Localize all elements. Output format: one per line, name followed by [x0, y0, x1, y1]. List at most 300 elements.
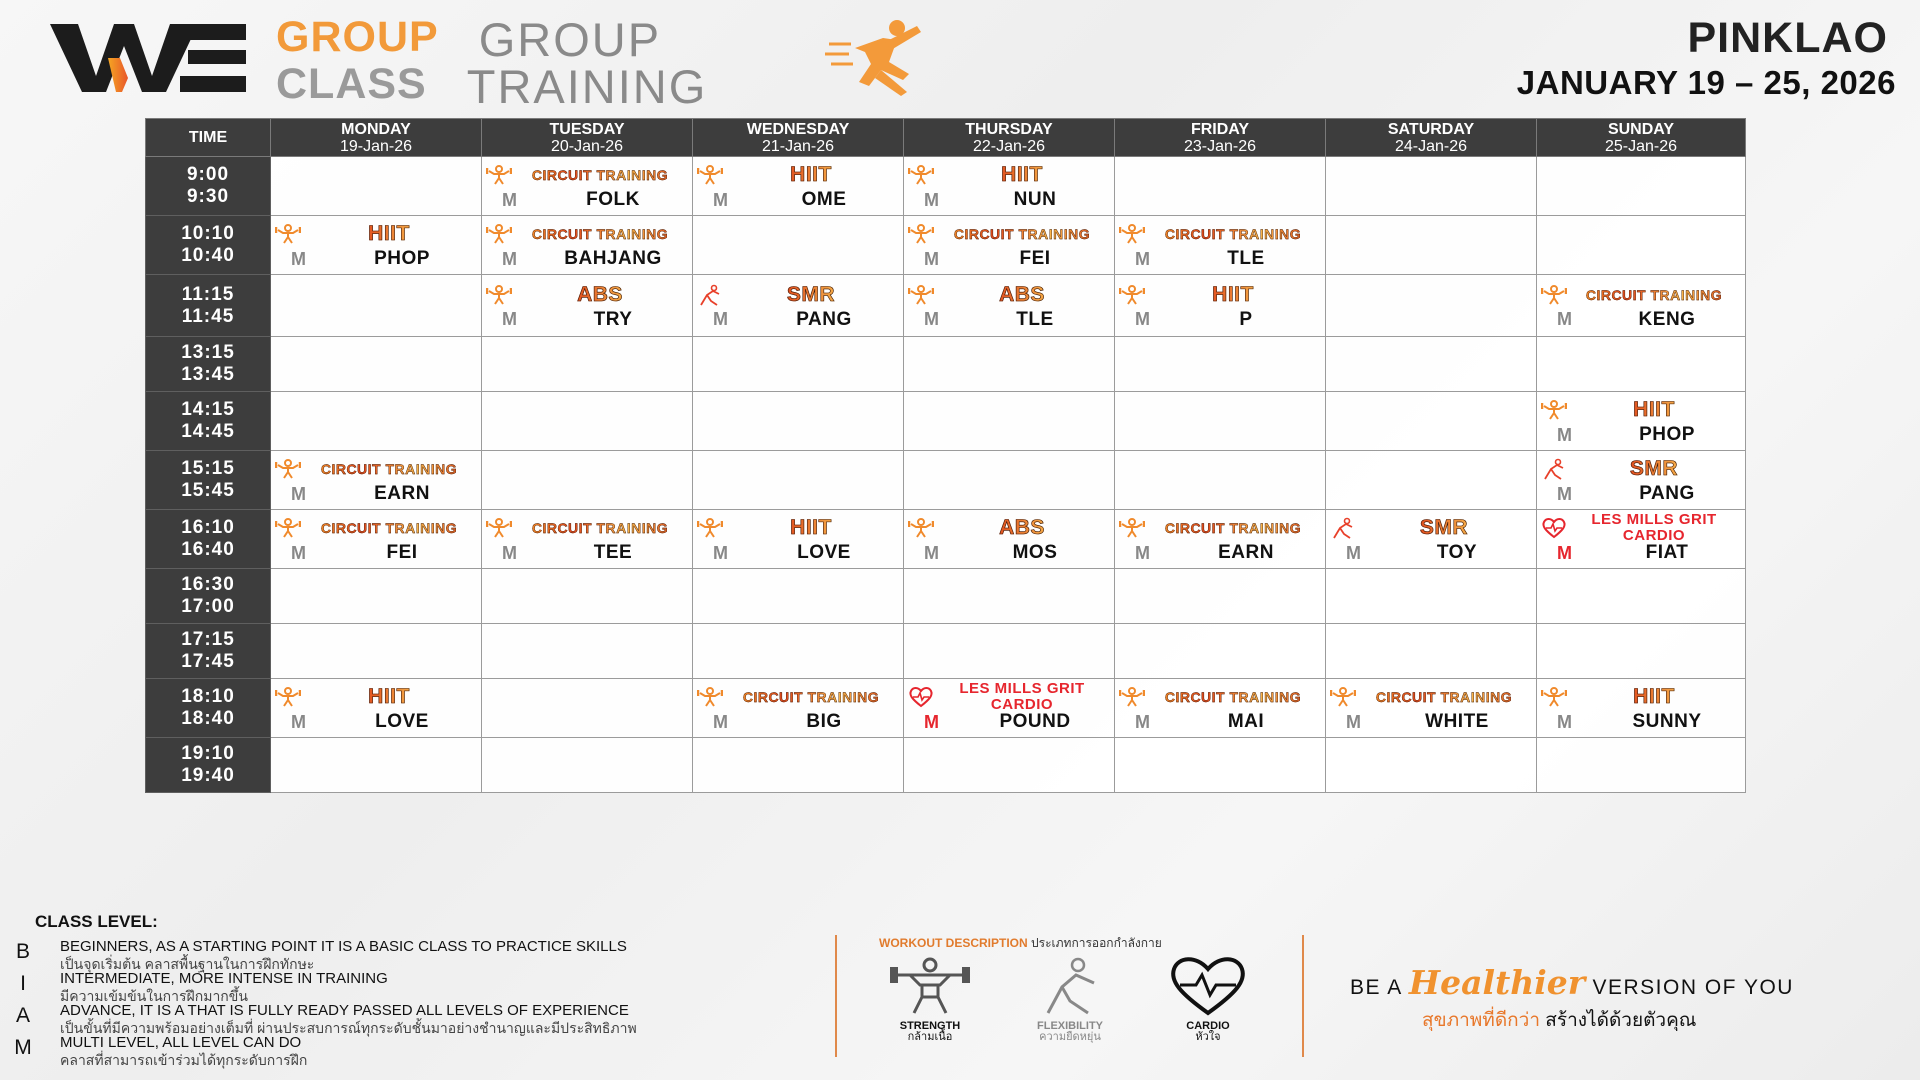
strength-icon [275, 458, 301, 480]
class-level: M [713, 542, 728, 563]
class-slot [1537, 392, 1746, 451]
class-level: M [1557, 424, 1572, 445]
strength-icon [908, 223, 934, 245]
class-name: CIRCUIT TRAINING [1149, 226, 1317, 242]
empty-slot [904, 624, 1115, 679]
class-entry [1115, 510, 1325, 568]
class-slot [1115, 679, 1326, 738]
time-slot-row [146, 337, 1746, 392]
end-time: 15:45 [181, 480, 235, 501]
class-level: M [1557, 711, 1572, 732]
slogan [1350, 963, 1794, 1002]
empty-slot [482, 738, 693, 793]
day-date: 22-Jan-26 [972, 137, 1046, 155]
empty-slot [482, 624, 693, 679]
slogan-thai [1422, 1005, 1696, 1035]
empty-slot [1326, 738, 1537, 793]
class-entry [271, 216, 481, 274]
class-name: HIIT [1571, 685, 1737, 709]
empty-slot [1537, 738, 1746, 793]
time-cell [146, 679, 271, 738]
day-header [271, 119, 482, 157]
class-slot [1537, 451, 1746, 510]
stretching-figure-icon [1028, 955, 1112, 1017]
start-time: 19:10 [181, 743, 235, 764]
class-slot [1537, 679, 1746, 738]
class-entry [693, 157, 903, 215]
day-date: 23-Jan-26 [1183, 137, 1257, 155]
footer-divider [835, 935, 837, 1057]
empty-slot [1115, 569, 1326, 624]
slogan-emphasis: Healthier [1408, 963, 1586, 1002]
class-level: M [502, 309, 517, 329]
class-level: M [713, 309, 728, 329]
class-level: M [713, 711, 728, 732]
time-slot-row [146, 510, 1746, 569]
class-slot [904, 510, 1115, 569]
day-date: 20-Jan-26 [550, 137, 624, 155]
time-cell [146, 216, 271, 275]
class-entry [904, 157, 1114, 215]
barbell-lifter-icon [888, 955, 972, 1017]
level-multi [12, 1034, 792, 1068]
class-slot [482, 157, 693, 216]
class-entry [693, 510, 903, 568]
trainer-name: LOVE [375, 711, 429, 732]
empty-slot [271, 624, 482, 679]
day-header [1537, 119, 1746, 157]
empty-slot [693, 216, 904, 275]
time-cell [146, 510, 271, 569]
trainer-name: BAHJANG [564, 248, 662, 269]
class-name: CIRCUIT TRAINING [938, 226, 1106, 242]
class-level: M [1346, 711, 1361, 732]
level-advance [12, 1002, 792, 1036]
trainer-name: TOY [1436, 542, 1478, 563]
level-description-th: เป็นขั้นที่มีความพร้อมอย่างเต็มที่ ผ่านประสบการณ์ทุกระดับชั้นมาอย่างชำนาญและมีประสิทธิภาพ [60, 1020, 637, 1036]
cardio-icon [1541, 517, 1567, 539]
workout-label: STRENGTH [899, 1020, 961, 1032]
class-entry [693, 277, 903, 335]
time-slot-row [146, 451, 1746, 510]
trainer-name: TEE [593, 542, 633, 563]
class-entry [1537, 277, 1745, 335]
class-name: LES MILLS GRIT CARDIO [1591, 511, 1717, 544]
workout-description-label-th: ประเภทการออกกำลังกาย [1031, 936, 1162, 950]
empty-slot [1537, 216, 1746, 275]
end-time: 19:40 [181, 765, 235, 786]
brand-word-class: CLASS [276, 60, 427, 108]
class-name: ABS [516, 283, 684, 307]
start-time: 9:00 [186, 164, 230, 185]
time-cell [146, 392, 271, 451]
start-time: 16:30 [181, 574, 235, 595]
trainer-name: PANG [1639, 483, 1695, 504]
empty-slot [904, 392, 1115, 451]
end-time: 17:45 [181, 651, 235, 672]
class-slot [1537, 510, 1746, 569]
trainer-name: EARN [374, 483, 430, 504]
empty-slot [1326, 624, 1537, 679]
empty-slot [1115, 157, 1326, 216]
class-level: M [502, 248, 517, 269]
strength-icon [908, 164, 934, 186]
class-name: SMR [1571, 457, 1737, 481]
class-name: HIIT [305, 222, 473, 246]
level-description: BEGINNERS, AS A STARTING POINT IT IS A BASIC CLASS TO PRACTICE SKILLS [60, 938, 627, 955]
class-level: M [1135, 309, 1150, 329]
strength-icon [1541, 284, 1567, 306]
class-slot [693, 679, 904, 738]
class-entry [904, 216, 1114, 274]
day-date: 24-Jan-26 [1394, 137, 1468, 155]
time-cell [146, 337, 271, 392]
day-name: THURSDAY [965, 120, 1053, 138]
flexibility-icon [697, 284, 723, 306]
empty-slot [1537, 157, 1746, 216]
brand-wordmark [276, 13, 708, 113]
class-name: SMR [1360, 516, 1528, 540]
strength-icon [908, 284, 934, 306]
class-entry [1537, 510, 1745, 568]
brand-word-training: TRAINING [466, 60, 708, 113]
empty-slot [1537, 569, 1746, 624]
empty-slot [482, 451, 693, 510]
day-header [482, 119, 693, 157]
class-level: M [1135, 248, 1150, 269]
strength-icon [275, 517, 301, 539]
class-slot [693, 510, 904, 569]
trainer-name: PHOP [374, 248, 430, 269]
workout-label-th: ความยืดหยุ่น [1039, 1031, 1101, 1043]
class-slot [1115, 216, 1326, 275]
trainer-name: TLE [1227, 248, 1265, 269]
class-name: HIIT [938, 163, 1106, 187]
strength-icon [697, 164, 723, 186]
trainer-name: POUND [999, 711, 1071, 732]
class-slot [482, 275, 693, 337]
class-level: M [713, 189, 728, 210]
we-logo [48, 18, 248, 96]
class-level: M [1557, 542, 1572, 563]
class-slot [1537, 275, 1746, 337]
empty-slot [482, 337, 693, 392]
day-date: 19-Jan-26 [339, 137, 413, 155]
class-slot [904, 679, 1115, 738]
class-name: HIIT [727, 163, 895, 187]
class-level: M [924, 189, 939, 210]
trainer-name: FIAT [1645, 542, 1689, 563]
time-slot-row [146, 738, 1746, 793]
day-header [1115, 119, 1326, 157]
heartbeat-icon [1166, 955, 1250, 1017]
class-level: M [291, 248, 306, 269]
end-time: 18:40 [181, 708, 235, 729]
class-entry [271, 510, 481, 568]
time-slot-row [146, 679, 1746, 738]
strength-icon [275, 223, 301, 245]
empty-slot [271, 157, 482, 216]
level-description-th: คลาสที่สามารถเข้าร่วมได้ทุกระดับการฝึก [60, 1052, 308, 1068]
time-slot-row [146, 275, 1746, 337]
class-entry [904, 510, 1114, 568]
empty-slot [693, 337, 904, 392]
empty-slot [1115, 392, 1326, 451]
class-slot [271, 679, 482, 738]
level-description-th: มีความเข้มข้นในการฝึกมากขึ้น [60, 988, 248, 1004]
empty-slot [904, 738, 1115, 793]
level-code: M [14, 1036, 32, 1059]
empty-slot [1115, 624, 1326, 679]
class-level: M [502, 542, 517, 563]
class-entry [482, 216, 692, 274]
workout-label-th: หัวใจ [1195, 1031, 1221, 1043]
end-time: 9:30 [186, 186, 230, 207]
trainer-name: PANG [796, 308, 852, 330]
empty-slot [1115, 337, 1326, 392]
class-entry [1537, 679, 1745, 737]
end-time: 17:00 [181, 596, 235, 617]
empty-slot [1326, 216, 1537, 275]
empty-slot [693, 451, 904, 510]
branch-name: PINKLAO [1687, 14, 1888, 62]
end-time: 14:45 [181, 421, 235, 442]
trainer-name: MOS [1012, 542, 1058, 563]
class-entry [1537, 392, 1745, 450]
start-time: 13:15 [181, 342, 235, 363]
footer-divider [1302, 935, 1304, 1057]
strength-icon [1541, 399, 1567, 421]
day-name: FRIDAY [1190, 120, 1250, 138]
class-level: M [1135, 711, 1150, 732]
class-slot [904, 275, 1115, 337]
day-header-row [146, 119, 1746, 157]
schedule-body [146, 157, 1746, 793]
trainer-name: MAI [1227, 711, 1265, 732]
class-name: CIRCUIT TRAINING [1360, 689, 1528, 705]
class-level: M [1557, 309, 1572, 329]
class-level: M [924, 309, 939, 329]
empty-slot [693, 392, 904, 451]
class-entry [1115, 679, 1325, 737]
workout-description-label: WORKOUT DESCRIPTION [879, 936, 1028, 950]
start-time: 15:15 [181, 458, 235, 479]
empty-slot [1326, 275, 1537, 337]
strength-icon [1119, 284, 1145, 306]
workout-label: CARDIO [1186, 1020, 1230, 1032]
day-name: SUNDAY [1607, 120, 1675, 138]
strength-icon [1119, 517, 1145, 539]
class-level: M [924, 542, 939, 563]
day-date: 25-Jan-26 [1604, 137, 1678, 155]
class-slot [271, 451, 482, 510]
empty-slot [482, 569, 693, 624]
time-slot-row [146, 569, 1746, 624]
empty-slot [482, 392, 693, 451]
class-level: M [1135, 542, 1150, 563]
level-code: B [15, 940, 30, 963]
trainer-name: BIG [806, 711, 842, 732]
level-intermediate [12, 970, 792, 1004]
level-beginner [12, 938, 792, 972]
level-code: A [15, 1004, 30, 1027]
class-entry [904, 277, 1114, 335]
class-level: M [291, 483, 306, 504]
class-name: CIRCUIT TRAINING [1149, 520, 1317, 536]
class-entry [1115, 216, 1325, 274]
class-entry [482, 510, 692, 568]
start-time: 11:15 [181, 283, 235, 305]
strength-icon [908, 517, 934, 539]
class-name: CIRCUIT TRAINING [305, 520, 473, 536]
class-name: HIIT [727, 516, 895, 540]
cardio-icon [908, 686, 934, 708]
start-time: 14:15 [181, 399, 235, 420]
day-name: TUESDAY [549, 120, 625, 138]
strength-icon [697, 686, 723, 708]
slogan-pre: BE A [1350, 976, 1402, 999]
end-time: 16:40 [181, 539, 235, 560]
empty-slot [904, 337, 1115, 392]
level-description: INTERMEDIATE, MORE INTENSE IN TRAINING [60, 970, 388, 987]
trainer-name: OME [801, 189, 847, 210]
time-column-header: TIME [146, 119, 271, 157]
trainer-name: PHOP [1639, 424, 1695, 445]
class-level: M [924, 248, 939, 269]
time-slot-row [146, 216, 1746, 275]
time-cell [146, 157, 271, 216]
flexibility-icon [1541, 458, 1567, 480]
day-header [1326, 119, 1537, 157]
class-level: M [291, 542, 306, 563]
strength-icon [275, 686, 301, 708]
trainer-name: WHITE [1425, 711, 1489, 732]
trainer-name: P [1239, 308, 1253, 330]
class-name: HIIT [1149, 283, 1317, 307]
day-header [693, 119, 904, 157]
class-slot [693, 275, 904, 337]
class-slot [1115, 275, 1326, 337]
start-time: 16:10 [181, 517, 235, 538]
empty-slot [1326, 569, 1537, 624]
start-time: 17:15 [181, 629, 235, 650]
day-name: SATURDAY [1387, 120, 1475, 138]
empty-slot [1326, 157, 1537, 216]
class-slot [1326, 679, 1537, 738]
class-slot [693, 157, 904, 216]
level-code: I [20, 972, 26, 995]
class-level: M [1346, 542, 1361, 563]
class-name: CIRCUIT TRAINING [727, 689, 895, 705]
class-slot [482, 510, 693, 569]
empty-slot [1326, 337, 1537, 392]
strength-icon [1330, 686, 1356, 708]
strength-icon [1119, 223, 1145, 245]
end-time: 13:45 [181, 364, 235, 385]
empty-slot [1326, 451, 1537, 510]
runner-icon [825, 18, 930, 98]
empty-slot [693, 738, 904, 793]
empty-slot [271, 569, 482, 624]
workout-label: FLEXIBILITY [1037, 1020, 1103, 1032]
class-entry [271, 679, 481, 737]
slogan-thai-b: สร้างได้ด้วยตัวคุณ [1545, 1010, 1697, 1031]
start-time: 10:10 [181, 223, 235, 244]
level-description: ADVANCE, IT IS A THAT IS FULLY READY PASSED ALL LEVELS OF EXPERIENCE [60, 1002, 629, 1019]
brand-word-group: GROUP [276, 13, 439, 61]
trainer-name: LOVE [797, 542, 851, 563]
time-cell [146, 275, 271, 337]
class-slot [1326, 510, 1537, 569]
class-entry [482, 157, 692, 215]
class-name: CIRCUIT TRAINING [516, 167, 684, 183]
class-slot [271, 510, 482, 569]
empty-slot [904, 569, 1115, 624]
class-name: CIRCUIT TRAINING [516, 520, 684, 536]
class-schedule-table [145, 118, 1746, 793]
trainer-name: KENG [1638, 308, 1696, 330]
workout-flexibility [1010, 955, 1130, 1043]
strength-icon [697, 517, 723, 539]
empty-slot [693, 569, 904, 624]
class-name: HIIT [1571, 398, 1737, 422]
class-entry [482, 277, 692, 335]
time-slot-row [146, 392, 1746, 451]
end-time: 11:45 [181, 305, 235, 327]
class-entry [1115, 277, 1325, 335]
trainer-name: SUNNY [1632, 711, 1702, 732]
empty-slot [693, 624, 904, 679]
strength-icon [486, 517, 512, 539]
empty-slot [271, 392, 482, 451]
empty-slot [1115, 451, 1326, 510]
class-name: CIRCUIT TRAINING [305, 461, 473, 477]
empty-slot [1115, 738, 1326, 793]
class-entry [1326, 679, 1536, 737]
time-cell [146, 569, 271, 624]
trainer-name: TLE [1016, 308, 1054, 330]
workout-cardio [1148, 955, 1268, 1043]
time-slot-row [146, 624, 1746, 679]
class-level: M [502, 189, 517, 210]
day-name: WEDNESDAY [746, 120, 850, 138]
class-level: M [291, 711, 306, 732]
slogan-thai-a: สุขภาพที่ดีกว่า [1422, 1010, 1541, 1031]
class-slot [482, 216, 693, 275]
class-name: LES MILLS GRIT CARDIO [959, 680, 1085, 713]
class-slot [904, 216, 1115, 275]
level-description: MULTI LEVEL, ALL LEVEL CAN DO [60, 1034, 302, 1051]
strength-icon [486, 223, 512, 245]
empty-slot [1326, 392, 1537, 451]
class-entry [1537, 451, 1745, 509]
empty-slot [1537, 337, 1746, 392]
time-slot-row [146, 157, 1746, 216]
empty-slot [1537, 624, 1746, 679]
day-date: 21-Jan-26 [761, 137, 835, 155]
class-entry [693, 679, 903, 737]
class-level: M [1557, 483, 1572, 504]
class-name: ABS [938, 283, 1106, 307]
empty-slot [904, 451, 1115, 510]
workout-label-th: กล้ามเนื้อ [907, 1031, 953, 1043]
class-entry [271, 451, 481, 509]
class-entry [904, 679, 1114, 737]
trainer-name: EARN [1218, 542, 1274, 563]
empty-slot [271, 738, 482, 793]
level-description-th: เป็นจุดเริ่มต้น คลาสพื้นฐานในการฝึกทักษะ [60, 956, 315, 972]
class-slot [904, 157, 1115, 216]
